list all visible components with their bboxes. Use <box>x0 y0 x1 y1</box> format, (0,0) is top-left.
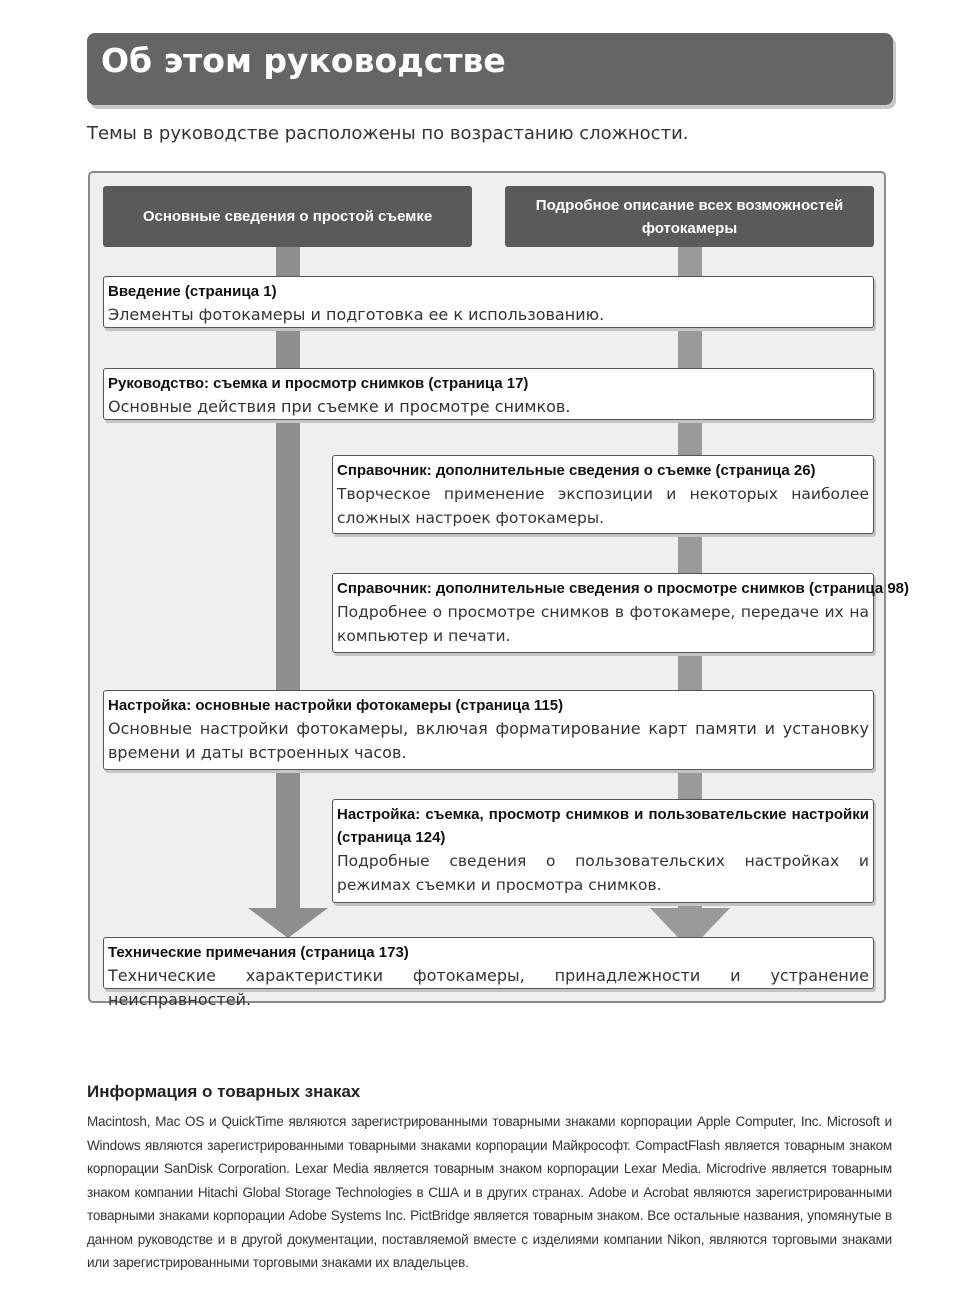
basic-path-arrowhead <box>248 908 328 938</box>
trademarks-heading: Информация о товарных знаках <box>87 1082 361 1101</box>
column-header-basic: Основные сведения о простой съемке <box>103 186 472 247</box>
section-title: Справочник: дополнительные сведения о съемке (страница 26) <box>337 462 816 479</box>
basic-path-arrow-shaft <box>276 247 300 910</box>
section-description: Творческое применение экспозиции и некоторых наиболее сложных настроек фотокамеры. <box>337 485 869 527</box>
section-description: Элементы фотокамеры и подготовка ее к использованию. <box>108 305 605 324</box>
page-title: Об этом руководстве <box>101 41 506 80</box>
section-tutorial[interactable] <box>103 368 874 420</box>
column-header-advanced: Подробное описание всех возможностей фотокамеры <box>505 186 874 247</box>
section-title: Технические примечания (страница 173) <box>108 944 409 961</box>
trademarks-text: Macintosh, Mac OS и QuickTime являются зарегистрированными товарными знаками корпорации Apple Computer, Inc. Microsoft и Windows являются зарегистрированными товарными знаками корпорации Майкрософт. CompactFlash является товарным знаком корпорации SanDisk Corporation. Lexar Media является товарным знаком корпорации Lexar Media. Microdrive является товарным знаком компании Hitachi Global Storage Technologies в США и в других странах. Adobe и Acrobat являются зарегистрированными товарными знаками корпорации Adobe Systems Inc. PictBridge является товарным знаком. Все остальные названия, упомянутые в данном руководстве и в другой документации, поставляемой вместе с изделиями компании Nikon, являются торговыми знаками или зарегистрированными торговыми знаками их владельцев. <box>87 1114 892 1270</box>
section-shooting-reference[interactable] <box>332 455 874 534</box>
section-title: Настройка: основные настройки фотокамеры (страница 115) <box>108 697 564 714</box>
section-title: Руководство: съемка и просмотр снимков (страница 17) <box>108 375 529 392</box>
section-custom-settings[interactable] <box>332 799 874 903</box>
section-description: Технические характеристики фотокамеры, принадлежности и устранение неисправностей. <box>108 966 869 1009</box>
section-playback-reference[interactable] <box>332 573 910 653</box>
section-title: Справочник: дополнительные сведения о просмотре снимков (страница 98) <box>337 580 910 597</box>
section-title: Настройка: съемка, просмотр снимков и пользовательские настройки (страница 124) <box>337 806 869 846</box>
section-title: Введение (страница 1) <box>108 283 277 300</box>
intro-text: Темы в руководстве расположены по возрастанию сложности. <box>87 123 689 144</box>
section-description: Подробные сведения о пользовательских настройках и режимах съемки и просмотра снимков. <box>337 852 869 894</box>
title-banner <box>87 33 893 105</box>
section-introduction[interactable] <box>103 276 874 328</box>
section-description: Основные настройки фотокамеры, включая форматирование карт памяти и установку времени и даты встроенных часов. <box>108 719 869 762</box>
section-basic-setup[interactable] <box>103 690 874 770</box>
section-technical-notes[interactable] <box>103 937 874 1009</box>
section-description: Подробнее о просмотре снимков в фотокамере, передаче их на компьютер и печати. <box>337 603 869 645</box>
section-description: Основные действия при съемке и просмотре снимков. <box>108 397 571 416</box>
